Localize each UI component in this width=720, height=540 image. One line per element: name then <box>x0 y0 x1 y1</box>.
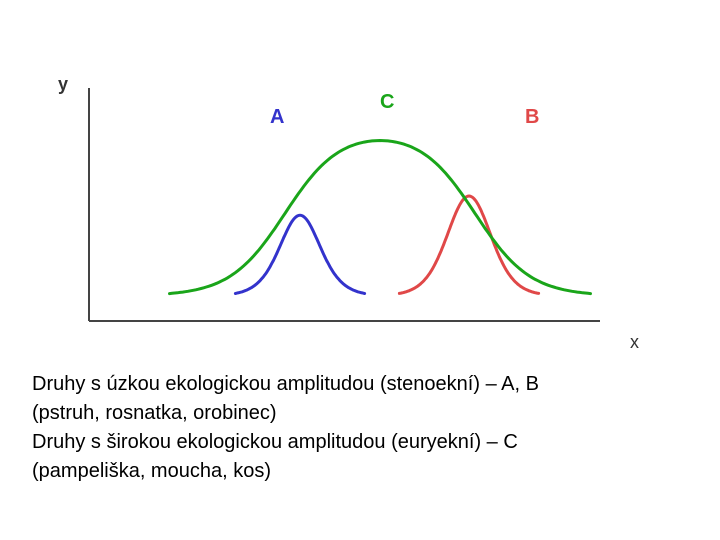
caption <box>32 370 692 486</box>
caption-line-1: Druhy s úzkou ekologickou amplitudou (stenoekní) – A, B <box>32 373 539 395</box>
caption-line-4: (pampeliška, moucha, kos) <box>32 460 271 482</box>
caption-line-3: Druhy s širokou ekologickou amplitudou (euryekní) – C <box>32 431 518 453</box>
series-b-label: B <box>525 106 540 128</box>
series-c-label: C <box>380 91 395 113</box>
series-a-label: A <box>270 106 285 128</box>
caption-line-2: (pstruh, rosnatka, orobinec) <box>32 402 277 424</box>
y-axis-label: y <box>58 74 69 94</box>
x-axis-label: x <box>630 332 639 352</box>
series-c-line <box>170 141 591 294</box>
series-b-line <box>399 196 538 293</box>
series-layer <box>170 91 591 294</box>
